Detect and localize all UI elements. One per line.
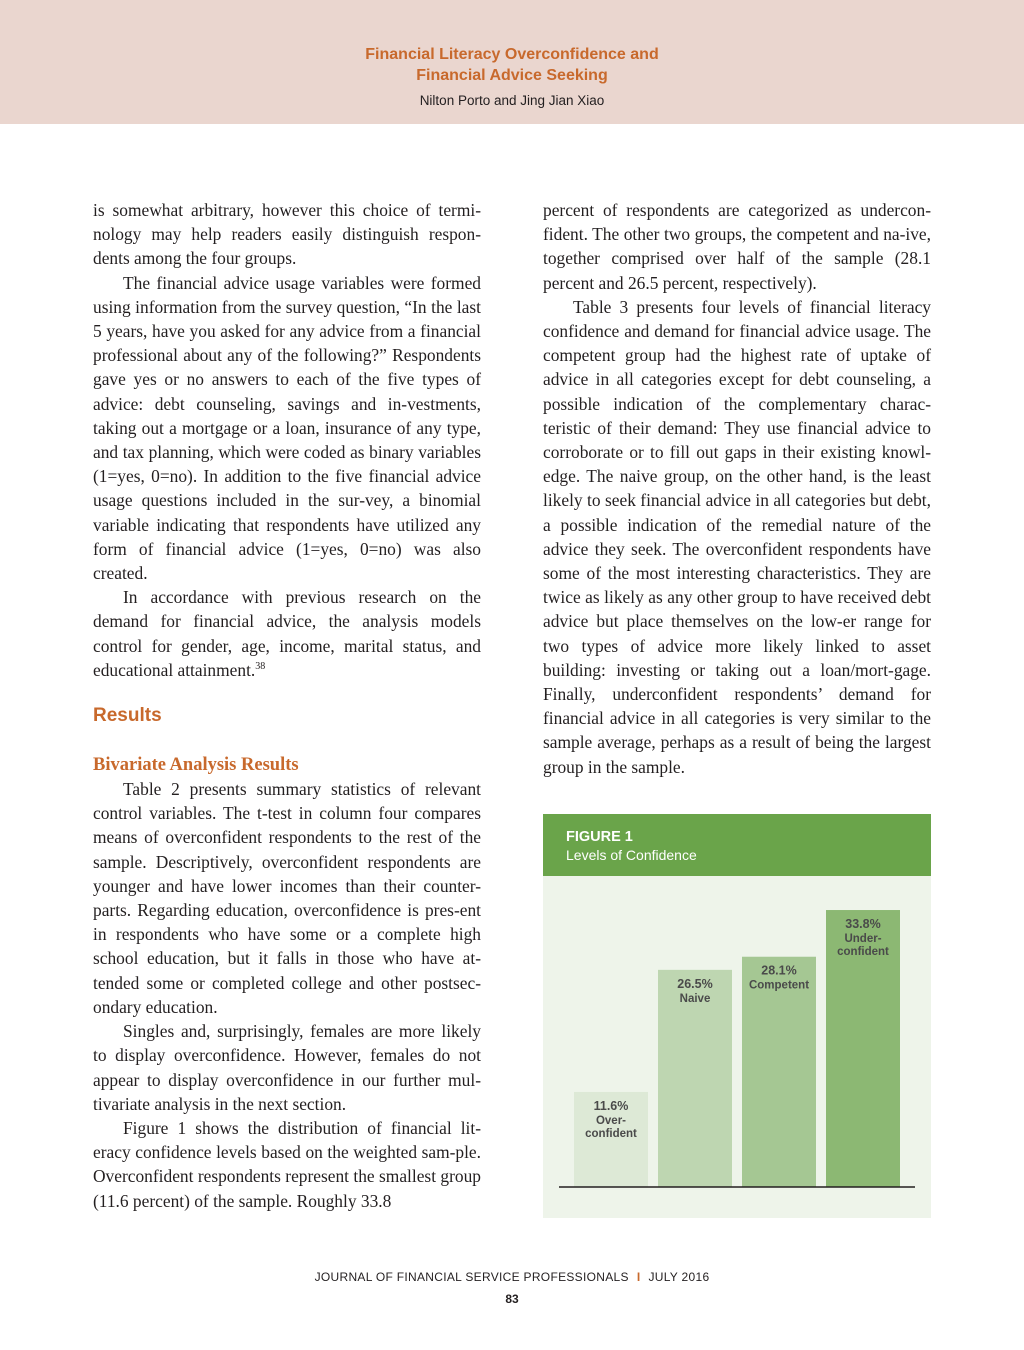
header-title-line1: Financial Literacy Overconfidence and [365,46,659,63]
figure-label: FIGURE 1 [566,829,633,845]
paragraph: Table 3 presents four levels of financial literacy confidence and demand for financial advice usage. The competent group had the highest rate of uptake of advice in all categories except for debt counseling, a possible indication of the complementary charac-teristic of their demand: They use financial advice to corroborate or to fill out gaps in their existing knowl-edge. The naive group, on the other hand, is the least likely to seek financial advice in all categories but debt, a possible indication of the remedial nature of the advice they seek. The overconfident respondents have some of the most interesting characteristics. They are twice as likely as any other group to have received debt advice but place themselves on the low-er range for two types of advice more likely linked to asset building: investing or taking out a loan/mort-gage. Finally, underconfident respondents’ demand for financial advice in all categories is very similar to the sample average, perhaps as a result of being the largest group in the sample. [543,296,931,777]
running-header [0,0,1024,124]
bar-category-label: Over- [595,1114,627,1127]
footnote-marker: 38 [255,661,266,673]
header-authors: Nilton Porto and Jing Jian Xiao [419,93,605,108]
paragraph-text: In accordance with previous research on the demand for financial advice, the analysis models control for gender, age, income, marital status, and educational attainment. [93,587,481,680]
bar-category-label: Under- [844,933,882,946]
header-title-line2: Financial Advice Seeking [416,67,608,84]
paragraph: Figure 1 shows the distribution of financial lit-eracy confidence levels based on the weighted sam-ple. Overconfident respondents represent the smallest group (11.6 percent) of the sample. Roughly 33.8 [93,1117,481,1211]
footer-separator: I [636,1270,641,1284]
right-column [543,198,931,779]
bar-category-label: Competent [748,979,810,992]
issue-date: JULY 2016 [648,1270,710,1284]
figure-1 [543,814,931,1218]
page-footer [0,1270,1024,1284]
paragraph: The financial advice usage variables were formed using information from the survey question, “In the last 5 years, have you asked for any advice from a financial professional about any of the following?” Respondents gave yes or no answers to each of the five types of advice: debt counseling, savings and in-vestments, taking out a mortgage or a loan, insurance of any type, and tax planning, which were coded as binary variables (1=yes, 0=no). In addition to the five financial advice usage questions included in the sur-vey, a binomial variable indicating that respondents have utilized any form of financial advice (1=yes, 0=no) was also created. [93,272,481,584]
left-column [93,198,481,1213]
paragraph [93,585,481,682]
bar-value-label: 26.5% [677,976,713,991]
journal-name: JOURNAL OF FINANCIAL SERVICE PROFESSIONALS [314,1270,629,1284]
bar-value-label: 11.6% [593,1098,629,1113]
bar-value-label: 28.1% [761,963,797,978]
bar-category-label: Naive [679,992,711,1005]
bar-value-label: 33.8% [845,917,881,932]
bar-category-label: confident [837,946,889,959]
paragraph: Table 2 presents summary statistics of relevant control variables. The t-test in column four compares means of overconfident respondents to the rest of the sample. Descriptively, overconfident respondents are younger and have lower incomes than their counter-parts. Regarding education, overconfidence is pres-ent in respondents who have some or a complete high school education, but it falls in those who have at-tended some or completed college and other postsec-ondary education. [93,779,481,1017]
figure-title: Levels of Confidence [566,847,697,863]
subsection-heading: Bivariate Analysis Results [93,755,299,776]
section-heading: Results [93,705,162,727]
paragraph: percent of respondents are categorized as undercon-fident. The other two groups, the competent and na-ive, together comprised over half of the sample (28.1 percent and 26.5 percent, respectively). [543,200,931,293]
bar-category-label: confident [585,1127,637,1140]
paragraph: is somewhat arbitrary, however this choice of termi-nology may help readers easily distinguish respon-dents among the four groups. [93,200,481,269]
bar-chart [543,876,931,1218]
paragraph: Singles and, surprisingly, females are more likely to display overconfidence. However, females do not appear to display overconfidence in our further mul-tivariate analysis in the next section. [93,1021,481,1114]
header-title [0,44,1024,86]
figure-header [543,814,931,876]
page-number: 83 [505,1292,519,1306]
